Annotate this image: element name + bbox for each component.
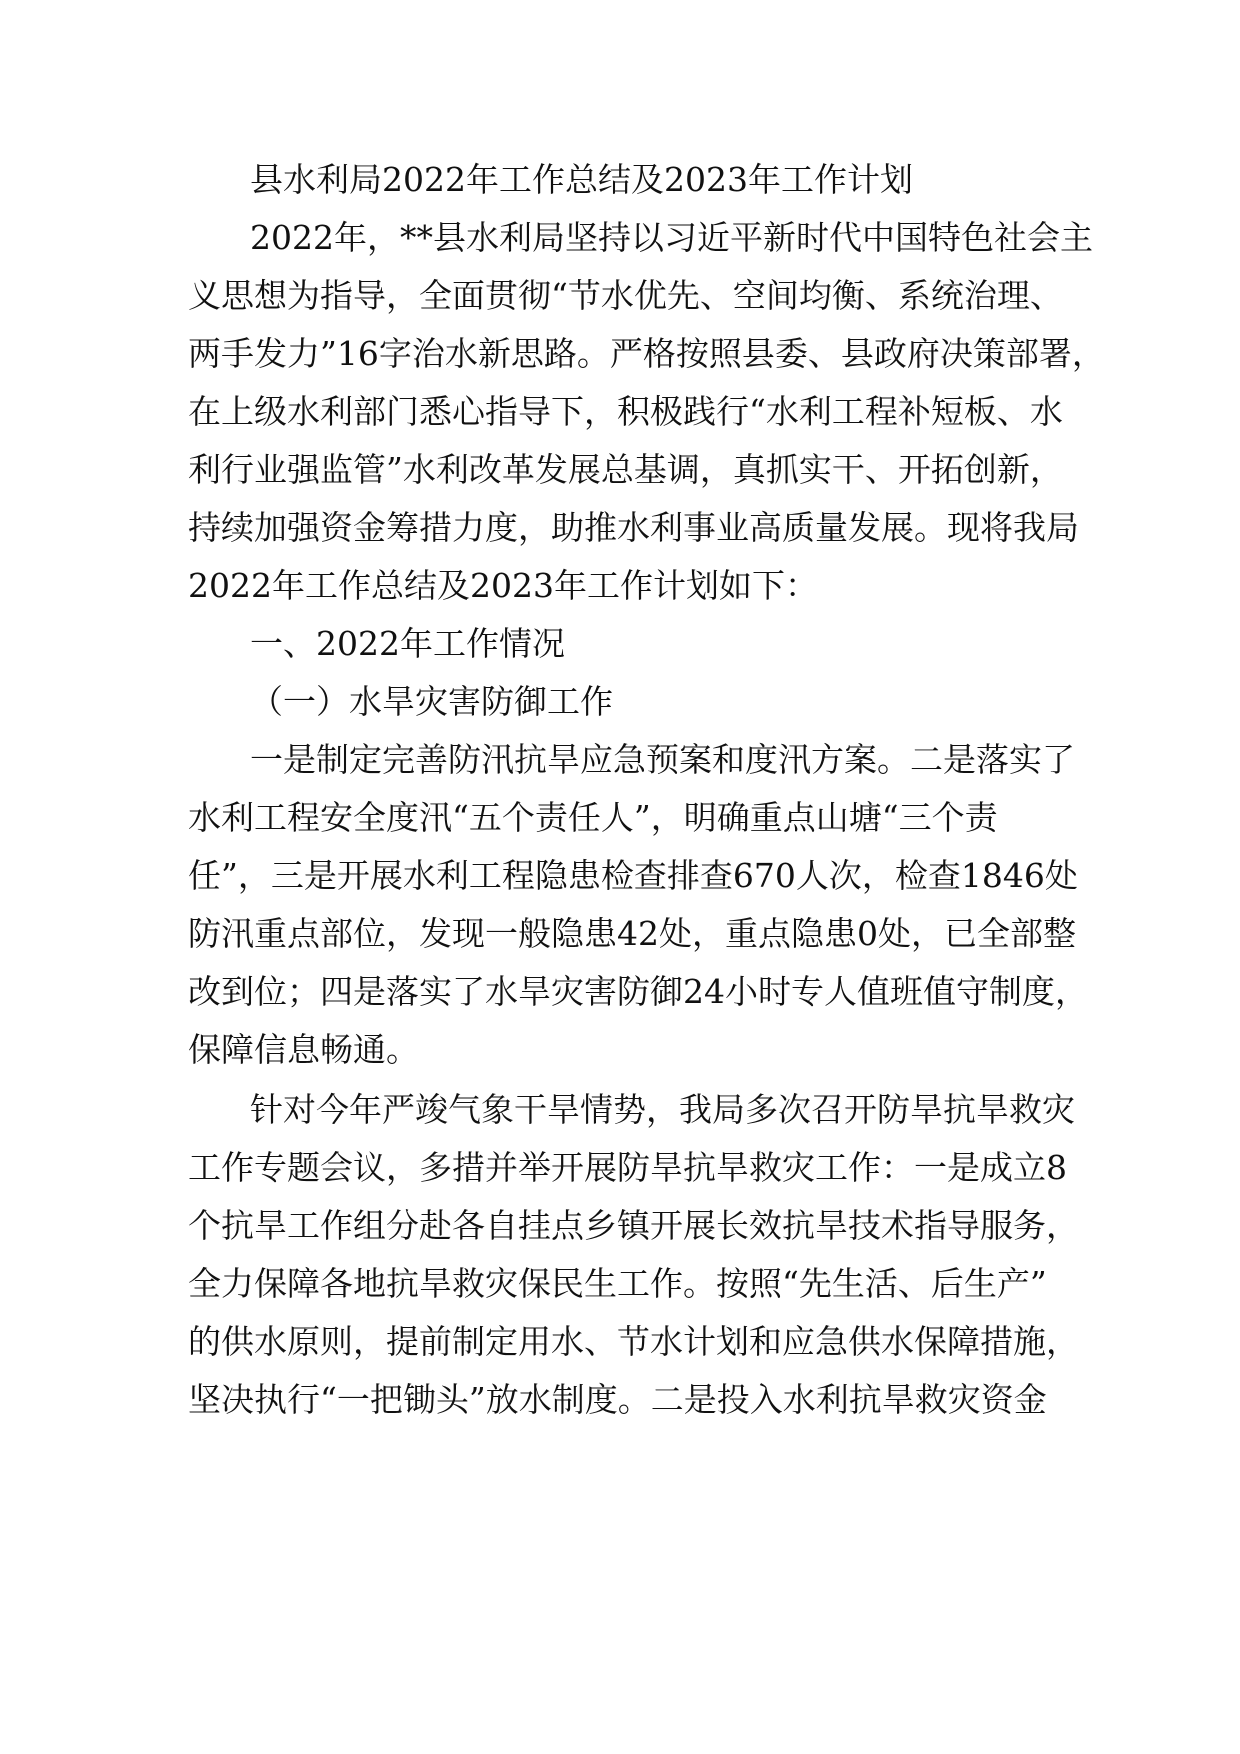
paragraph-line: 针对今年严竣气象干旱情势，我局多次召开防旱抗旱救灾	[250, 1090, 1075, 1129]
paragraph-line: 防汛重点部位，发现一般隐患42处，重点隐患0处，已全部整	[188, 914, 1076, 953]
paragraph-line: 义思想为指导，全面贯彻“节水优先、空间均衡、系统治理、	[188, 276, 1063, 315]
paragraph-line: 水利工程安全度汛“五个责任人”，明确重点山塘“三个责	[188, 798, 998, 837]
paragraph-line: 一是制定完善防汛抗旱应急预案和度汛方案。二是落实了	[250, 740, 1075, 779]
paragraph-line: 持续加强资金筹措力度，助推水利事业高质量发展。现将我局	[188, 508, 1079, 547]
paragraph-line: 全力保障各地抗旱救灾保民生工作。按照“先生活、后生产”	[188, 1264, 1047, 1303]
paragraph-line: 保障信息畅通。	[188, 1030, 419, 1069]
paragraph-line: 在上级水利部门悉心指导下，积极践行“水利工程补短板、水	[188, 392, 1063, 431]
section-heading: 一、2022年工作情况	[250, 624, 565, 663]
document-title: 县水利局2022年工作总结及2023年工作计划	[250, 160, 913, 199]
subsection-heading: （一）水旱灾害防御工作	[250, 682, 613, 721]
paragraph-line: 工作专题会议，多措并举开展防旱抗旱救灾工作：一是成立8	[188, 1148, 1067, 1187]
paragraph-line: 坚决执行“一把锄头”放水制度。二是投入水利抗旱救灾资金	[188, 1380, 1047, 1419]
paragraph-line: 2022年工作总结及2023年工作计划如下：	[188, 566, 818, 605]
paragraph-line: 任”，三是开展水利工程隐患检查排查670人次，检查1846处	[188, 856, 1078, 895]
paragraph-line: 的供水原则，提前制定用水、节水计划和应急供水保障措施，	[188, 1322, 1079, 1361]
paragraph-line: 改到位；四是落实了水旱灾害防御24小时专人值班值守制度，	[188, 972, 1088, 1011]
paragraph-line: 个抗旱工作组分赴各自挂点乡镇开展长效抗旱技术指导服务，	[188, 1206, 1079, 1245]
paragraph-line: 两手发力”16字治水新思路。严格按照县委、县政府决策部署，	[188, 334, 1105, 373]
paragraph-line: 2022年，**县水利局坚持以习近平新时代中国特色社会主	[250, 218, 1093, 257]
paragraph-line: 利行业强监管”水利改革发展总基调，真抓实干、开拓创新，	[188, 450, 1063, 489]
